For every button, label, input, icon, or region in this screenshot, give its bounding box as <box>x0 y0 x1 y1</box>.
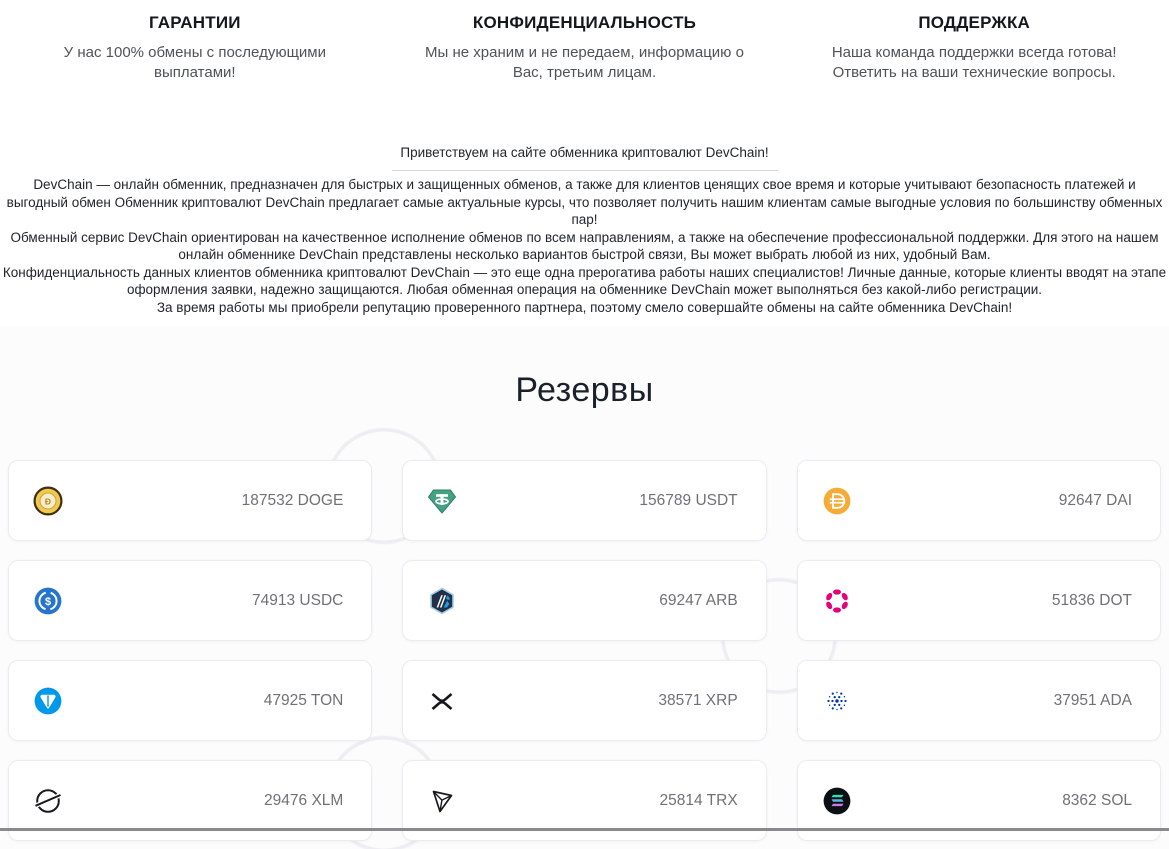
feature-title: ПОДДЕРЖКА <box>918 13 1031 32</box>
dot-icon <box>822 586 852 616</box>
arb-icon <box>427 586 457 616</box>
feature-description: Наша команда поддержки всегда готова! Ответить на ваши технические вопросы. <box>831 44 1117 81</box>
usdt-icon <box>427 486 457 516</box>
doge-icon <box>33 486 63 516</box>
reserve-amount: 69247 ARB <box>659 591 738 609</box>
xrp-icon <box>427 686 457 716</box>
reserve-amount: 38571 XRP <box>658 691 738 709</box>
reserves-section <box>0 326 1169 849</box>
reserve-amount: 8362 SOL <box>1062 791 1132 809</box>
features-bar <box>0 0 1169 83</box>
reserve-amount: 47925 TON <box>263 691 344 709</box>
intro-paragraph: DevChain — онлайн обменник, предназначен для быстрых и защищенных обменов, а также для клиентов ценящих свое время и которые учитывают безопасность платежей и выгодный обмен Обменник криптовалют DevChain предлагает самые актуальные курсы, что позволяет получить нашим клиентам самые выгодные условия по большинству обменных пар! <box>6 177 1163 227</box>
divider <box>392 170 778 171</box>
dai-icon <box>822 486 852 516</box>
feature-title: ГАРАНТИИ <box>149 13 241 32</box>
xlm-icon <box>33 786 63 816</box>
trx-icon <box>427 786 457 816</box>
svg-text:Ð: Ð <box>44 495 52 506</box>
feature-description: Мы не храним и не передаем, информацию о Вас, третьим лицам. <box>425 44 744 81</box>
intro-paragraph: За время работы мы приобрели репутацию проверенного партнера, поэтому смело совершайте обмены на сайте обменника DevChain! <box>156 299 1013 315</box>
reserve-card-usdc <box>8 560 372 641</box>
reserve-card-usdt <box>402 460 766 541</box>
feature-support <box>779 13 1169 83</box>
reserve-amount: 51836 DOT <box>1051 591 1132 609</box>
intro-paragraph: Конфиденциальность данных клиентов обменника криптовалют DevChain — это еще одна прерогатива работы наших специалистов! Личные данные, которые клиенты вводят на этапе оформления заявки, надежно защищаются. Любая обменная операция на обменнике DevChain может выполняться без какой-либо регистрации. <box>2 264 1167 297</box>
feature-guarantees <box>0 13 390 83</box>
ada-icon <box>822 686 852 716</box>
reserves-title: Резервы <box>515 371 654 409</box>
welcome-block <box>0 144 1169 316</box>
reserve-card-dai <box>797 460 1161 541</box>
feature-description: У нас 100% обмены с последующими выплатами! <box>63 44 326 81</box>
reserve-amount: 187532 DOGE <box>241 491 344 509</box>
feature-title: КОНФИДЕНЦИАЛЬНОСТЬ <box>472 13 697 32</box>
ton-icon <box>33 686 63 716</box>
reserve-card-ada <box>797 660 1161 741</box>
reserve-card-arb <box>402 560 766 641</box>
reserve-amount: 156789 USDT <box>639 491 738 509</box>
svg-text:$: $ <box>44 595 52 608</box>
welcome-heading: Приветствуем на сайте обменника криптовалют DevChain! <box>400 145 769 160</box>
reserve-card-dot <box>797 560 1161 641</box>
reserve-amount: 25814 TRX <box>659 791 738 809</box>
reserve-amount: 92647 DAI <box>1058 491 1132 509</box>
intro-paragraph: Обменный сервис DevChain ориентирован на качественное исполнение обменов по всем направлениям, а также на обеспечение профессиональной поддержки. Для этого на нашем онлайн обменнике DevChain представлены несколько вариантов быстрой связи, Вы может выбрать любой из них, удобный Вам. <box>10 229 1159 262</box>
reserves-grid <box>0 460 1169 841</box>
usdc-icon <box>33 586 63 616</box>
reserve-amount: 29476 XLM <box>264 791 344 809</box>
reserve-card-ton <box>8 660 372 741</box>
reserve-amount: 74913 USDC <box>251 591 344 609</box>
reserve-amount: 37951 ADA <box>1053 691 1132 709</box>
reserve-card-xrp <box>402 660 766 741</box>
reserve-card-doge <box>8 460 372 541</box>
sol-icon <box>822 786 852 816</box>
feature-privacy <box>390 13 780 83</box>
